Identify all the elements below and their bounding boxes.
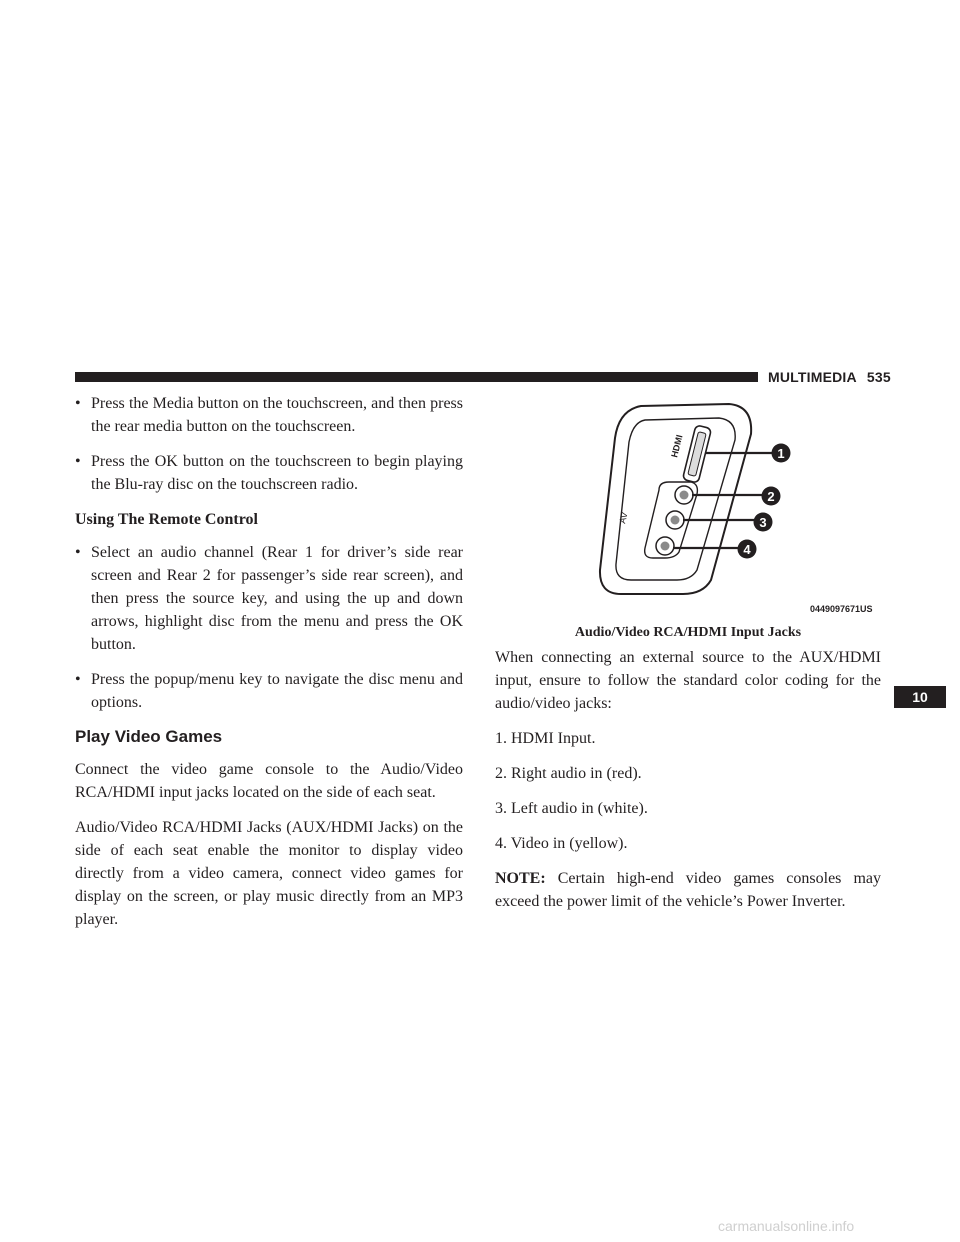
bullet-text: Press the popup/menu key to navigate the disc menu and options. — [91, 671, 463, 711]
av-jacks-illustration — [593, 398, 893, 613]
jack-yellow-inner — [661, 542, 670, 551]
callout-number-1: 1 — [777, 446, 785, 461]
chapter-tab: 10 — [894, 686, 946, 708]
list-item: 1. HDMI Input. — [495, 730, 596, 747]
callout-number-4: 4 — [743, 542, 751, 557]
list-item: 2. Right audio in (red). — [495, 765, 642, 782]
hdmi-label: HDMI — [669, 433, 685, 459]
av-label: AV — [617, 511, 630, 525]
figure-code: 0449097671US — [810, 604, 873, 614]
header-rule — [75, 372, 758, 382]
bullet-text: Press the Media button on the touchscreen, and then press the rear media button on the touchscreen. — [91, 395, 463, 435]
header-section: MULTIMEDIA — [768, 369, 857, 385]
paragraph: When connecting an external source to the AUX/HDMI input, ensure to follow the standard color coding for the audio/video jacks: — [495, 649, 881, 712]
bullet-glyph: • — [75, 395, 81, 412]
bullet-glyph: • — [75, 453, 81, 470]
remote-heading: Using The Remote Control — [75, 511, 258, 528]
list-item: 3. Left audio in (white). — [495, 800, 648, 817]
bullet-glyph: • — [75, 671, 81, 688]
bullet-item — [75, 392, 463, 438]
bullet-text: Select an audio channel (Rear 1 for driver’s side rear screen and Rear 2 for passenger’s side rear screen), and then press the source key, and using the up and down arrows, highlight disc from the menu and press the OK button. — [91, 544, 463, 653]
left-column — [75, 392, 463, 943]
callout-number-3: 3 — [759, 515, 767, 530]
note-text: Certain high-end video games consoles may exceed the power limit of the vehicle’s Power Inverter. — [495, 870, 881, 910]
section-title: Play Video Games — [75, 727, 223, 746]
watermark: carmanualsonline.info — [718, 1218, 855, 1234]
jack-white-inner — [671, 516, 680, 525]
note-label: NOTE: — [495, 870, 546, 887]
bullet-item — [75, 450, 463, 496]
jack-red-inner — [680, 491, 689, 500]
right-column — [495, 646, 881, 925]
page-number: 535 — [866, 369, 891, 385]
callout-number-2: 2 — [767, 489, 775, 504]
note-paragraph — [495, 867, 881, 913]
bullet-item — [75, 541, 463, 656]
bullet-text: Press the OK button on the touchscreen to begin playing the Blu-ray disc on the touchscreen radio. — [91, 453, 463, 493]
list-item: 4. Video in (yellow). — [495, 835, 628, 852]
figure-caption: Audio/Video RCA/HDMI Input Jacks — [574, 625, 802, 640]
running-header — [768, 369, 891, 385]
paragraph: Connect the video game console to the Audio/Video RCA/HDMI input jacks located on the side of each seat. — [75, 761, 463, 801]
bullet-glyph: • — [75, 544, 81, 561]
paragraph: Audio/Video RCA/HDMI Jacks (AUX/HDMI Jacks) on the side of each seat enable the monitor to display video directly from a video camera, connect video games for display on the screen, or play music directly from an MP3 player. — [75, 819, 463, 928]
bullet-item — [75, 668, 463, 714]
